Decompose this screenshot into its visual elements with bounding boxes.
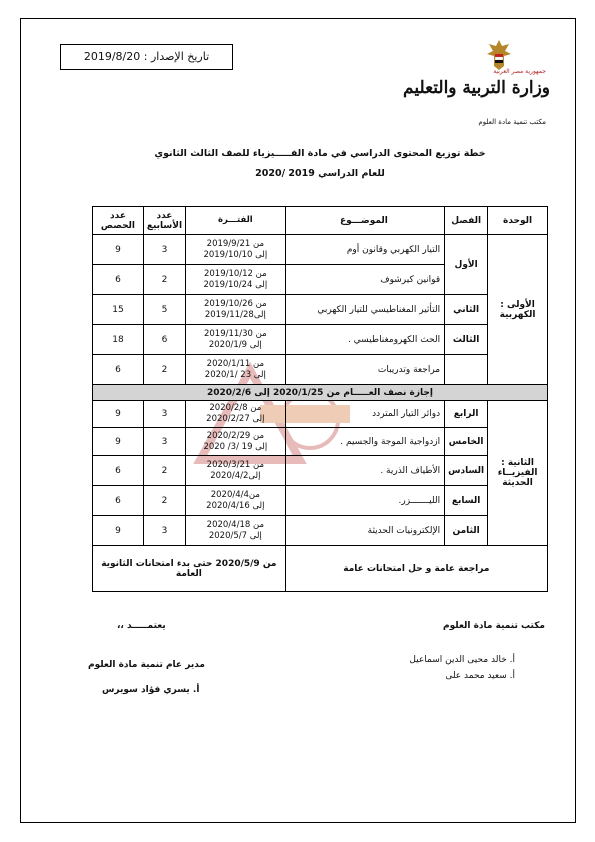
final-review: مراجعة عامة و حل امتحانات عامة (285, 546, 547, 592)
header-weeks: عدد الأسابيع (143, 207, 185, 235)
chapter-cell: السادس (445, 456, 488, 486)
period-to: إلى 2020/5/7 (208, 530, 262, 541)
lessons-cell: 18 (93, 325, 144, 355)
topic-cell: الأطياف الذرية . (285, 456, 444, 486)
period-cell (185, 295, 285, 325)
weeks-cell: 3 (143, 401, 185, 428)
weeks-cell: 5 (143, 295, 185, 325)
chapter-cell: الثالث (445, 325, 488, 355)
period-from: من 2020/1/11 (206, 358, 264, 369)
weeks-cell: 3 (143, 235, 185, 265)
table-row (93, 401, 548, 428)
table-header-row (93, 207, 548, 235)
schedule-table (92, 206, 548, 592)
topic-cell: ازدواجية الموجة والجسيم . (285, 428, 444, 456)
period-to: إلى 2020/4/16 (206, 500, 265, 511)
eagle-emblem-icon (486, 38, 512, 72)
table-row (93, 516, 548, 546)
ministry-name: وزارة التربية والتعليم (403, 78, 550, 98)
period-from: من 2019/11/30 (203, 328, 267, 339)
weeks-cell: 2 (143, 456, 185, 486)
midyear-break-row (93, 385, 548, 401)
period-cell (185, 265, 285, 295)
weeks-cell: 2 (143, 265, 185, 295)
period-to: إلى 23 /2020/1 (204, 369, 266, 380)
lessons-cell: 9 (93, 401, 144, 428)
unit-cell: الثانية : الفيزيــاء الحديثة (488, 401, 548, 546)
director-title: مدير عام تنمية مادة العلوم (88, 660, 205, 670)
midyear-break: إجازة نصف العـــــام من 2020/1/25 إلى 2020/2/6 (93, 385, 548, 401)
period-cell (185, 355, 285, 385)
lessons-cell: 9 (93, 235, 144, 265)
weeks-cell: 3 (143, 428, 185, 456)
chapter-cell: الثامن (445, 516, 488, 546)
final-review-row (93, 546, 548, 592)
table-row (93, 295, 548, 325)
period-to: إلى 2019/10/24 (203, 279, 268, 290)
topic-cell: التيار الكهربي وقانون أوم (285, 235, 444, 265)
chapter-cell: الرابع (445, 401, 488, 428)
period-to: إلى 2020/2/27 (206, 414, 265, 424)
topic-cell: قوانين كيرشوف (285, 265, 444, 295)
office-title: مكتب تنمية مادة العلوم (443, 621, 545, 631)
header-period: الفتـــرة (185, 207, 285, 235)
period-to: إلى 2020/1/9 (208, 339, 262, 350)
lessons-cell: 6 (93, 456, 144, 486)
period-from: من 2020/4/18 (206, 519, 264, 530)
lessons-cell: 6 (93, 355, 144, 385)
period-to: إلى2019/11/28 (204, 309, 266, 320)
period-to: إلى 19 /3/ 2020 (203, 441, 268, 452)
period-cell (185, 428, 285, 456)
weeks-cell: 2 (143, 486, 185, 516)
topic-cell: مراجعة وتدريبات (285, 355, 444, 385)
lessons-cell: 6 (93, 265, 144, 295)
academic-year: للعام الدراسي 2019 /2020 (255, 168, 385, 179)
period-cell (185, 486, 285, 516)
topic-cell: الحث الكهرومغناطيسي . (285, 325, 444, 355)
topic-cell: الإلكترونيات الحديثة (285, 516, 444, 546)
table-row (93, 456, 548, 486)
table-row (93, 325, 548, 355)
period-cell (185, 516, 285, 546)
director-name: أ. يسري فؤاد سويرس (102, 685, 200, 695)
header-topic: الموضـــوع (285, 207, 444, 235)
office-name: مكتب تنمية مادة العلوم (478, 118, 546, 126)
period-to: إلى2020/4/2 (210, 470, 261, 481)
period-from: من 2019/9/21 (206, 238, 264, 249)
period-from: من 2020/3/21 (206, 459, 264, 470)
period-from: من2020/4/4 (210, 489, 260, 500)
lessons-cell: 6 (93, 486, 144, 516)
period-from: من 2019/10/26 (203, 298, 267, 309)
member-name: أ. خالد محيى الدين اسماعيل (409, 655, 515, 665)
final-period: من 2020/5/9 حتى بدء امتحانات الثانوية العامة (93, 546, 286, 592)
period-from: من 2019/10/12 (203, 268, 267, 279)
weeks-cell: 2 (143, 355, 185, 385)
lessons-cell: 9 (93, 516, 144, 546)
table-row (93, 235, 548, 265)
unit-cell: الأولى : الكهربية (488, 235, 548, 385)
chapter-cell: الثاني (445, 295, 488, 325)
weeks-cell: 3 (143, 516, 185, 546)
country-name: جمهورية مصر العربية (493, 68, 546, 75)
issue-date-box: تاريخ الإصدار : 2019/8/20 (60, 44, 233, 70)
chapter-cell: الخامس (445, 428, 488, 456)
table-row (93, 355, 548, 385)
header-chapter: الفصل (445, 207, 488, 235)
topic-cell: التأثير المغناطيسي للتيار الكهربي (285, 295, 444, 325)
table-row (93, 428, 548, 456)
weeks-cell: 6 (143, 325, 185, 355)
chapter-cell: الأول (445, 235, 488, 295)
table-row (93, 486, 548, 516)
period-to: إلى 2019/10/10 (203, 249, 268, 260)
member-name: أ. سعيد محمد على (445, 671, 515, 681)
period-cell (185, 235, 285, 265)
header-lessons: عدد الحصص (93, 207, 144, 235)
period-from: من 2020/2/29 (206, 430, 264, 441)
ministry-logo (403, 38, 552, 134)
topic-cell: الليـــــــزر. (285, 486, 444, 516)
document-title: خطة توزيع المحتوى الدراسي في مادة الفـــــيزياء للصف الثالث الثانوي (154, 148, 486, 159)
lessons-cell: 9 (93, 428, 144, 456)
header-unit: الوحدة (488, 207, 548, 235)
topic-cell: دوائر التيار المتردد (285, 401, 444, 428)
lessons-cell: 15 (93, 295, 144, 325)
chapter-cell (445, 355, 488, 385)
period-cell (185, 325, 285, 355)
chapter-cell: السابع (445, 486, 488, 516)
period-cell (185, 456, 285, 486)
period-cell (185, 401, 285, 428)
approval-label: يعتمـــــد ،، (117, 621, 166, 631)
period-from: من 2020/2/8 (209, 403, 262, 413)
